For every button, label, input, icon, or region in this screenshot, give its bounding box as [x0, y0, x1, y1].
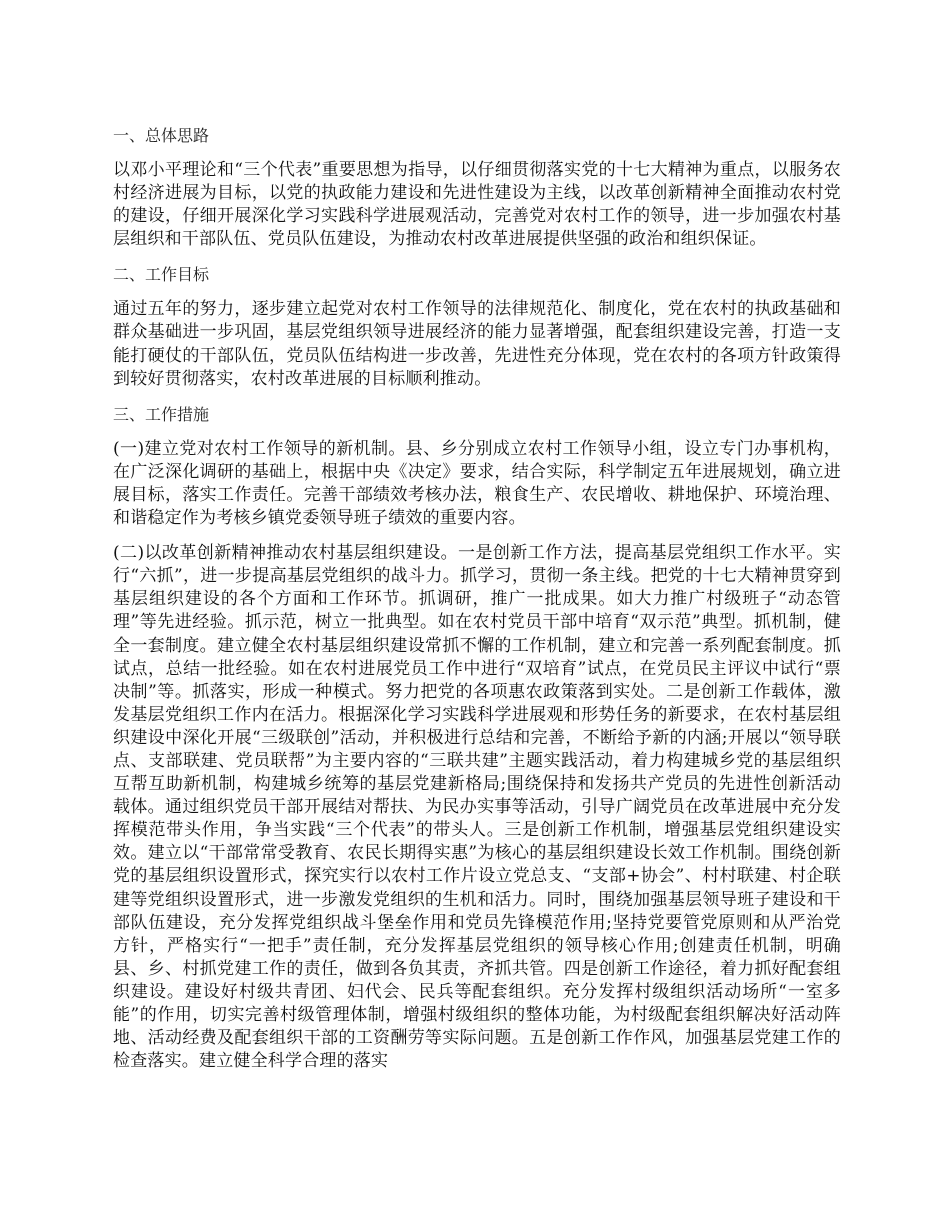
document-page [113, 124, 841, 1085]
section-work-measures [113, 403, 841, 1074]
section-overall-approach [113, 124, 841, 251]
paragraph: 以邓小平理论和“三个代表”重要思想为指导，以仔细贯彻落实党的十七大精神为重点，以服务农村经济进展为目标，以党的执政能力建设和先进性建设为主线，以改革创新精神全面推动农村党的建设，仔细开展深化学习实践科学进展观活动，完善党对农村工作的领导，进一步加强农村基层组织和干部队伍、党员队伍建设，为推动农村改革进展提供坚强的政治和组织保证。 [113, 160, 841, 250]
section-work-goals [113, 263, 841, 390]
section-heading: 一、总体思路 [113, 126, 210, 145]
section-heading: 二、工作目标 [113, 265, 210, 285]
section-heading: 三、工作措施 [113, 404, 210, 424]
paragraph: 通过五年的努力，逐步建立起党对农村工作领导的法律规范化、制度化，党在农村的执政基础和群众基础进一步巩固，基层党组织领导进展经济的能力显著增强，配套组织建设完善，打造一支能打硬仗的干部队伍，党员队伍结构进一步改善，先进性充分体现，党在农村的各项方针政策得到较好贯彻落实，农村改革进展的目标顺利推动。 [113, 299, 841, 389]
paragraph: (一)建立党对农村工作领导的新机制。县、乡分别成立农村工作领导小组，设立专门办事机构，在广泛深化调研的基础上，根据中央《决定》要求，结合实际，科学制定五年进展规划，确立进展目标，落实工作责任。完善干部绩效考核办法，粮食生产、农民增收、耕地保护、环境治理、和谐稳定作为考核乡镇党委领导班子绩效的重要内容。 [113, 438, 841, 529]
paragraph: (二)以改革创新精神推动农村基层组织建设。一是创新工作方法，提高基层党组织工作水平。实行“六抓”，进一步提高基层党组织的战斗力。抓学习，贯彻一条主线。把党的十七大精神贯穿到基层组织建设的各个方面和工作环节。抓调研，推广一批成果。如大力推广村级班子“动态管理”等先进经验。抓示范，树立一批典型。如在农村党员干部中培育“双示范”典型。抓机制，健全一套制度。建立健全农村基层组织建设常抓不懈的工作机制，建立和完善一系列配套制度。抓试点，总结一批经验。如在农村进展党员工作中进行“双培育”试点，在党员民主评议中试行“票决制”等。抓落实，形成一种模式。努力把党的各项惠农政策落到实处。二是创新工作载体，激发基层党组织工作内在活力。根据深化学习实践科学进展观和形势任务的新要求，在农村基层组织建设中深化开展“三级联创”活动，并积极进行总结和完善，不断给予新的内涵;开展以“领导联点、支部联建、党员联帮”为主要内容的“三联共建”主题实践活动，着力构建城乡党的基层组织互帮互助新机制，构建城乡统筹的基层党建新格局;围绕保持和发扬共产党员的先进性创新活动载体。通过组织党员干部开展结对帮扶、为民办实事等活动，引导广阔党员在改革进展中充分发挥模范带头作用，争当实践“三个代表”的带头人。三是创新工作机制，增强基层党组织建设实效。建立以“干部常常受教育、农民长期得实惠”为核心的基层组织建设长效工作机制。围绕创新党的基层组织设置形式，探究实行以农村工作片设立党总支、“支部+协会”、村村联建、村企联建等党组织设置形式，进一步激发党组织的生机和活力。同时，围绕加强基层领导班子建设和干部队伍建设，充分发挥党组织战斗堡垒作用和党员先锋模范作用;坚持党要管党原则和从严治党方针，严格实行“一把手”责任制，充分发挥基层党组织的领导核心作用;创建责任机制，明确县、乡、村抓党建工作的责任，做到各负其责，齐抓共管。四是创新工作途径，着力抓好配套组织建设。建设好村级共青团、妇代会、民兵等配套组织。充分发挥村级组织活动场所“一室多能”的作用，切实完善村级管理体制，增强村级组织的整体功能，为村级配套组织解决好活动阵地、活动经费及配套组织干部的工资酬劳等实际问题。五是创新工作作风，加强基层党建工作的检查落实。建立健全科学合理的落实 [113, 543, 841, 1072]
